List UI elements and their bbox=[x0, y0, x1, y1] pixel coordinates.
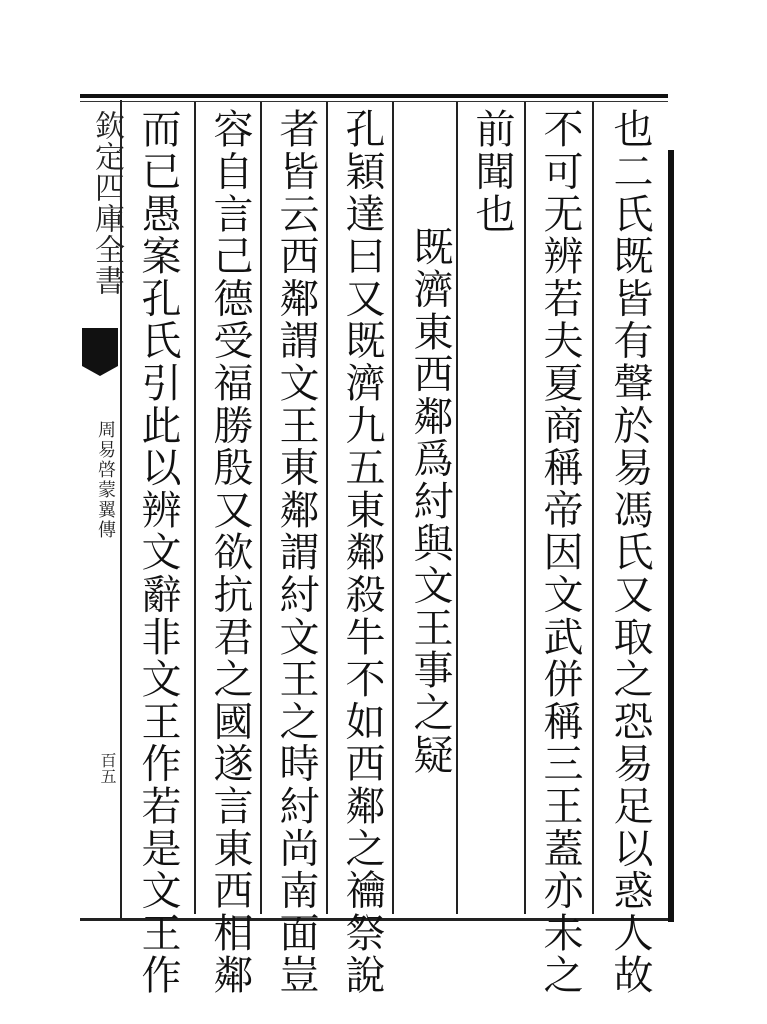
text-column-2: 不可无辨若夫夏商稱帝因文武併稱三王蓋亦未之 bbox=[537, 108, 583, 997]
text-column-7: 容自言己德受福勝殷又欲抗君之國遂言東西相鄰 bbox=[207, 108, 253, 997]
margin-title: 欽定四庫全書 bbox=[89, 110, 124, 296]
column-divider bbox=[194, 102, 196, 914]
top-border-rule-inner bbox=[80, 101, 668, 102]
section-heading: 既濟東西鄰爲紂與文王事之疑 bbox=[407, 226, 453, 776]
text-column-1: 也二氏既皆有聲於易馮氏又取之恐易足以惑人故 bbox=[607, 108, 653, 997]
column-divider bbox=[592, 102, 594, 914]
margin-book-title: 周易啓蒙翼傳 bbox=[95, 420, 116, 540]
text-column-5: 孔穎達曰又既濟九五東鄰殺牛不如西鄰之禴祭說 bbox=[339, 108, 385, 997]
column-divider bbox=[260, 102, 262, 914]
margin-page-number: 百五 bbox=[98, 752, 117, 784]
column-divider bbox=[524, 102, 526, 914]
text-column-8: 而已愚案孔氏引此以辨文辭非文王作若是文王作 bbox=[135, 108, 181, 997]
column-divider bbox=[326, 102, 328, 914]
top-border-rule bbox=[80, 94, 668, 98]
text-column-3: 前聞也 bbox=[469, 108, 515, 235]
column-divider bbox=[392, 102, 394, 914]
text-column-6: 者皆云西鄰謂文王東鄰謂紂文王之時紂尚南面豈 bbox=[273, 108, 319, 997]
right-border-rule bbox=[668, 150, 674, 922]
column-divider bbox=[456, 102, 458, 914]
fishtail-mark bbox=[82, 328, 118, 366]
